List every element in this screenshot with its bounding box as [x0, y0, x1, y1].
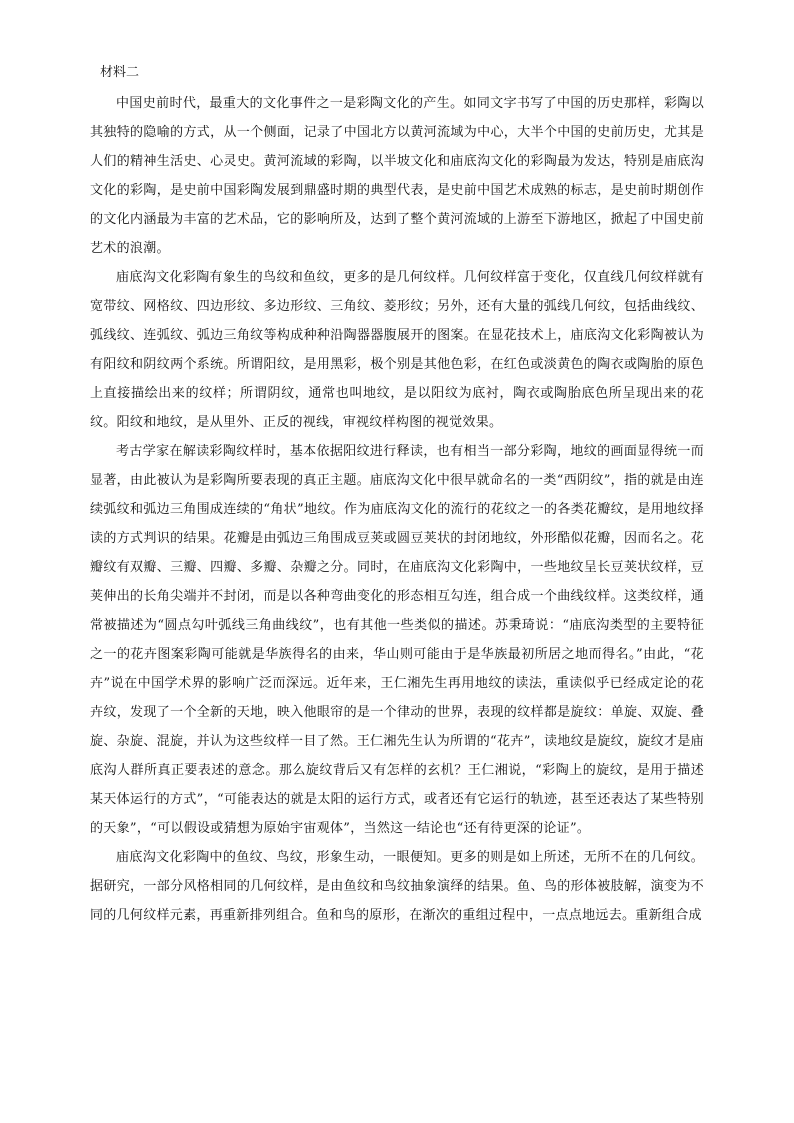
- paragraph-4: 庙底沟文化彩陶中的鱼纹、鸟纹，形象生动，一眼便知。更多的则是如上所述，无所不在的几何纹。据研究，一部分风格相同的几何纹样，是由鱼纹和鸟纹抽象演绎的结果。鱼、鸟的形体被肢解，演变为不同的几何纹样元素，再重新排列组合。鱼和鸟的原形，在渐次的重组过程中，一点点地远去。重新组合成: [90, 850, 704, 923]
- paragraph-2: 庙底沟文化彩陶有象生的鸟纹和鱼纹，更多的是几何纹样。几何纹样富于变化，仅直线几何纹样就有宽带纹、网格纹、四边形纹、多边形纹、三角纹、菱形纹；另外，还有大量的弧线几何纹，包括曲线纹、弧线纹、连弧纹、弧边三角纹等构成种种沿陶器器腹展开的图案。在显花技术上，庙底沟文化彩陶被认为有阳纹和阴纹两个系统。所谓阳纹，是用黑彩，极个别是其他色彩，在红色或淡黄色的陶衣或陶胎的原色上直接描绘出来的纹样；所谓阴纹，通常也叫地纹，是以阳纹为底衬，陶衣或陶胎底色所呈现出来的花纹。阳纹和地纹，是从里外、正反的视线，审视纹样构图的视觉效果。: [90, 270, 704, 430]
- section-title: 材料二: [100, 65, 140, 80]
- paragraph-3: 考古学家在解读彩陶纹样时，基本依据阳纹进行释读，也有相当一部分彩陶，地纹的画面显得统一而显著，由此被认为是彩陶所要表现的真正主题。庙底沟文化中很早就命名的一类“西阴纹”，指的就是由连续弧纹和弧边三角围成连续的“角状”地纹。作为庙底沟文化的流行的花纹之一的各类花瓣纹，是用地纹择读的方式判识的结果。花瓣是由弧边三角围成豆荚或圆豆荚状的封闭地纹，外形酷似花瓣，因而名之。花瓣纹有双瓣、三瓣、四瓣、多瓣、杂瓣之分。同时，在庙底沟文化彩陶中，一些地纹呈长豆荚状纹样，豆荚伸出的长角尖端并不封闭，而是以各种弯曲变化的形态相互勾连，组合成一个曲线纹样。这类纹样，通常被描述为“圆点勾叶弧线三角曲线纹”，也有其他一些类似的描述。苏秉琦说：“庙底沟类型的主要特征之一的花卉图案彩陶可能就是华族得名的由来，华山则可能由于是华族最初所居之地而得名。”由此，“花卉”说在中国学术界的影响广泛而深远。近年来，王仁湘先生再用地纹的读法，重读似乎已经成定论的花卉纹，发现了一个全新的天地，映入他眼帘的是一个律动的世界，表现的纹样都是旋纹：单旋、双旋、叠旋、杂旋、混旋，并认为这些纹样一目了然。王仁湘先生认为所谓的“花卉”，读地纹是旋纹，旋纹才是庙底沟人群所真正要表述的意念。那么旋纹背后又有怎样的玄机？王仁湘说，“彩陶上的旋纹，是用于描述某天体运行的方式”，“可能表达的就是太阳的运行方式，或者还有它运行的轨迹，甚至还表达了某些特别的天象”，“可以假设或猜想为原始宇宙观体”，当然这一结论也“还有待更深的论证”。: [90, 444, 704, 836]
- paragraph-1: 中国史前时代，最重大的文化事件之一是彩陶文化的产生。如同文字书写了中国的历史那样，彩陶以其独特的隐喻的方式，从一个侧面，记录了中国北方以黄河流域为中心，大半个中国的史前历史，尤其是人们的精神生活史、心灵史。黄河流域的彩陶，以半坡文化和庙底沟文化的彩陶最为发达，特别是庙底沟文化的彩陶，是史前中国彩陶发展到鼎盛时期的典型代表，是史前中国艺术成熟的标志，是史前时期创作的文化内涵最为丰富的艺术品，它的影响所及，达到了整个黄河流域的上游至下游地区，掀起了中国史前艺术的浪潮。: [90, 96, 704, 256]
